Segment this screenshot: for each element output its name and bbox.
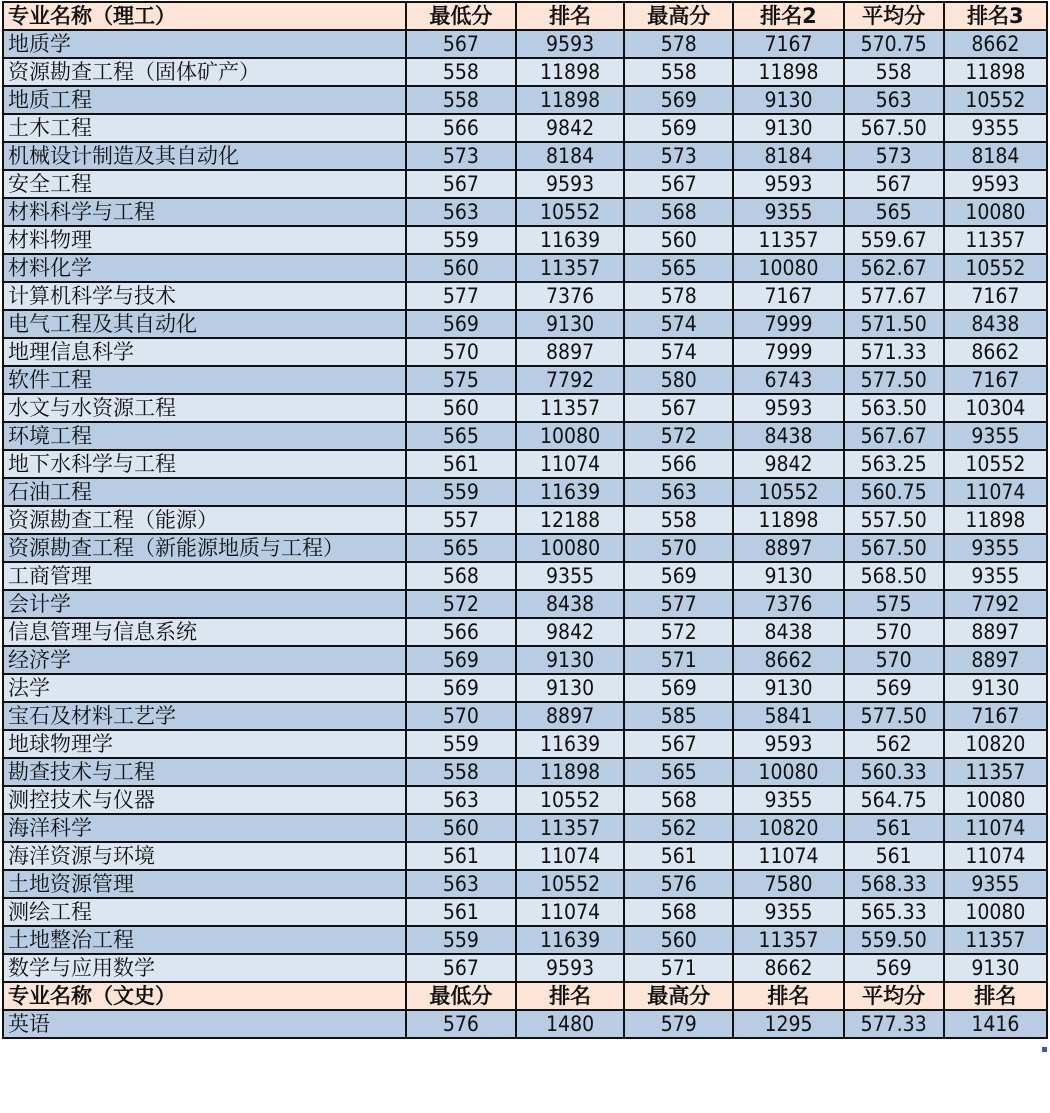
table-row [3, 702, 1047, 730]
cell-avg-score[interactable]: 575 [844, 590, 944, 618]
cell-max-rank[interactable]: 9130 [733, 562, 843, 590]
cell-avg-score[interactable]: 565.33 [844, 898, 944, 926]
cell-max-score[interactable]: 577 [624, 590, 733, 618]
column-header-max-score[interactable]: 最高分 [624, 2, 733, 30]
table-row [3, 646, 1047, 674]
cell-max-score[interactable]: 569 [624, 86, 733, 114]
table-row [3, 58, 1047, 86]
cell-max-score[interactable]: 585 [624, 702, 733, 730]
cell-max-score[interactable]: 574 [624, 338, 733, 366]
cell-major-name[interactable]: 石油工程 [3, 478, 406, 506]
table-row [3, 142, 1047, 170]
cell-avg-score[interactable]: 577.67 [844, 282, 944, 310]
cell-avg-score[interactable]: 571.50 [844, 310, 944, 338]
cell-major-name[interactable]: 环境工程 [3, 422, 406, 450]
cell-min-rank[interactable]: 11898 [516, 58, 624, 86]
cell-max-rank[interactable]: 8438 [733, 422, 843, 450]
cell-min-score[interactable]: 567 [406, 170, 516, 198]
cell-min-rank[interactable]: 12188 [516, 506, 624, 534]
table-row [3, 394, 1047, 422]
cell-max-score[interactable]: 563 [624, 478, 733, 506]
cell-avg-score[interactable]: 571.33 [844, 338, 944, 366]
table-row [3, 786, 1047, 814]
table-row [3, 814, 1047, 842]
cell-min-rank[interactable]: 10552 [516, 870, 624, 898]
cell-major-name[interactable]: 机械设计制造及其自动化 [3, 142, 406, 170]
cell-min-rank[interactable]: 10080 [516, 534, 624, 562]
cell-avg-rank[interactable]: 9355 [944, 534, 1047, 562]
cell-avg-rank[interactable]: 8662 [944, 30, 1047, 58]
cell-max-score[interactable]: 566 [624, 450, 733, 478]
cell-max-rank[interactable]: 9355 [733, 198, 843, 226]
cell-avg-rank[interactable]: 11074 [944, 478, 1047, 506]
cell-avg-score[interactable]: 557.50 [844, 506, 944, 534]
table-row [3, 506, 1047, 534]
cell-min-score[interactable]: 572 [406, 590, 516, 618]
table-row [3, 282, 1047, 310]
cell-min-rank[interactable]: 11357 [516, 394, 624, 422]
cell-min-score[interactable]: 569 [406, 674, 516, 702]
cell-min-rank[interactable]: 8438 [516, 590, 624, 618]
table-row [3, 562, 1047, 590]
cell-avg-score[interactable]: 570.75 [844, 30, 944, 58]
cell-major-name[interactable]: 土木工程 [3, 114, 406, 142]
cell-min-rank[interactable]: 11074 [516, 842, 624, 870]
cell-avg-score[interactable]: 563.25 [844, 450, 944, 478]
table-row [3, 30, 1047, 58]
cell-max-rank[interactable]: 5841 [733, 702, 843, 730]
cell-min-score[interactable]: 561 [406, 898, 516, 926]
cell-max-score[interactable]: 558 [624, 58, 733, 86]
scores-table [2, 1, 1048, 1039]
cell-major-name[interactable]: 资源勘查工程（固体矿产） [3, 58, 406, 86]
table-row [3, 86, 1047, 114]
cell-max-score[interactable]: 579 [624, 1010, 733, 1038]
cell-major-name[interactable]: 电气工程及其自动化 [3, 310, 406, 338]
cell-max-rank[interactable]: 9593 [733, 730, 843, 758]
cell-min-score[interactable]: 563 [406, 786, 516, 814]
cell-avg-rank[interactable]: 10304 [944, 394, 1047, 422]
table-row [3, 842, 1047, 870]
column-header-avg-rank[interactable]: 排名 [944, 982, 1047, 1010]
cell-max-score[interactable]: 567 [624, 394, 733, 422]
cell-max-rank[interactable]: 9593 [733, 394, 843, 422]
cell-max-rank[interactable]: 11074 [733, 842, 843, 870]
cell-avg-rank[interactable]: 9355 [944, 114, 1047, 142]
cell-min-rank[interactable]: 11639 [516, 926, 624, 954]
cell-avg-score[interactable]: 577.50 [844, 702, 944, 730]
cell-max-score[interactable]: 560 [624, 226, 733, 254]
cell-min-rank[interactable]: 10552 [516, 786, 624, 814]
cell-major-name[interactable]: 勘查技术与工程 [3, 758, 406, 786]
cell-avg-score[interactable]: 569 [844, 954, 944, 982]
table-row [3, 422, 1047, 450]
section-header-row-liberal-arts [3, 982, 1047, 1010]
column-header-min-score[interactable]: 最低分 [406, 2, 516, 30]
cell-max-rank[interactable]: 10820 [733, 814, 843, 842]
cell-min-score[interactable]: 570 [406, 702, 516, 730]
cell-min-score[interactable]: 569 [406, 310, 516, 338]
cell-min-rank[interactable]: 9842 [516, 114, 624, 142]
cell-max-rank[interactable]: 7999 [733, 310, 843, 338]
cell-avg-rank[interactable]: 11357 [944, 758, 1047, 786]
cell-min-rank[interactable]: 11074 [516, 898, 624, 926]
cell-max-rank[interactable]: 9130 [733, 114, 843, 142]
cell-avg-score[interactable]: 568.33 [844, 870, 944, 898]
cell-max-rank[interactable]: 6743 [733, 366, 843, 394]
cell-avg-rank[interactable]: 7167 [944, 282, 1047, 310]
cell-avg-score[interactable]: 565 [844, 198, 944, 226]
cell-avg-rank[interactable]: 10080 [944, 198, 1047, 226]
cell-min-score[interactable]: 566 [406, 618, 516, 646]
column-header-min-rank[interactable]: 排名 [516, 2, 624, 30]
cell-min-score[interactable]: 573 [406, 142, 516, 170]
cell-min-rank[interactable]: 8897 [516, 702, 624, 730]
column-header-max-rank[interactable]: 排名 [733, 982, 843, 1010]
cell-major-name[interactable]: 资源勘查工程（能源） [3, 506, 406, 534]
cell-avg-rank[interactable]: 8897 [944, 618, 1047, 646]
cell-avg-score[interactable]: 568.50 [844, 562, 944, 590]
cell-major-name[interactable]: 地球物理学 [3, 730, 406, 758]
table-row [3, 338, 1047, 366]
cell-avg-rank[interactable]: 7167 [944, 702, 1047, 730]
cell-min-score[interactable]: 563 [406, 870, 516, 898]
cell-avg-score[interactable]: 560.33 [844, 758, 944, 786]
cell-avg-rank[interactable]: 8897 [944, 646, 1047, 674]
cell-max-rank[interactable]: 9355 [733, 786, 843, 814]
cell-min-score[interactable]: 559 [406, 926, 516, 954]
cell-max-score[interactable]: 571 [624, 646, 733, 674]
cell-major-name[interactable]: 材料化学 [3, 254, 406, 282]
cell-min-score[interactable]: 566 [406, 114, 516, 142]
cell-avg-score[interactable]: 562.67 [844, 254, 944, 282]
cell-min-rank[interactable]: 11898 [516, 86, 624, 114]
cell-min-score[interactable]: 558 [406, 58, 516, 86]
table-row [3, 114, 1047, 142]
cell-major-name[interactable]: 工商管理 [3, 562, 406, 590]
cell-max-score[interactable]: 565 [624, 758, 733, 786]
cell-major-name[interactable]: 英语 [3, 1010, 406, 1038]
table-row [3, 618, 1047, 646]
cell-min-rank[interactable]: 9593 [516, 30, 624, 58]
cell-avg-rank[interactable]: 11074 [944, 814, 1047, 842]
cell-max-rank[interactable]: 10552 [733, 478, 843, 506]
cell-max-rank[interactable]: 9130 [733, 86, 843, 114]
cell-max-score[interactable]: 572 [624, 422, 733, 450]
cell-max-rank[interactable]: 7376 [733, 590, 843, 618]
cell-min-score[interactable]: 567 [406, 30, 516, 58]
cell-max-score[interactable]: 572 [624, 618, 733, 646]
cell-major-name[interactable]: 会计学 [3, 590, 406, 618]
cell-min-rank[interactable]: 11639 [516, 730, 624, 758]
cell-min-rank[interactable]: 9842 [516, 618, 624, 646]
cell-major-name[interactable]: 海洋科学 [3, 814, 406, 842]
cell-avg-rank[interactable]: 9130 [944, 954, 1047, 982]
cell-max-rank[interactable]: 9842 [733, 450, 843, 478]
cell-major-name[interactable]: 地理信息科学 [3, 338, 406, 366]
cell-min-score[interactable]: 570 [406, 338, 516, 366]
cell-max-score[interactable]: 568 [624, 898, 733, 926]
cell-max-score[interactable]: 574 [624, 310, 733, 338]
cell-max-rank[interactable]: 9130 [733, 674, 843, 702]
cell-avg-rank[interactable]: 9355 [944, 870, 1047, 898]
cell-major-name[interactable]: 测控技术与仪器 [3, 786, 406, 814]
cell-max-score[interactable]: 569 [624, 562, 733, 590]
cell-max-rank[interactable]: 8897 [733, 534, 843, 562]
cell-avg-score[interactable]: 558 [844, 58, 944, 86]
cell-major-name[interactable]: 海洋资源与环境 [3, 842, 406, 870]
cell-avg-rank[interactable]: 10080 [944, 898, 1047, 926]
cell-major-name[interactable]: 地质工程 [3, 86, 406, 114]
cell-min-rank[interactable]: 1480 [516, 1010, 624, 1038]
table-row [3, 674, 1047, 702]
cell-major-name[interactable]: 软件工程 [3, 366, 406, 394]
cell-max-score[interactable]: 567 [624, 730, 733, 758]
cell-avg-score[interactable]: 563.50 [844, 394, 944, 422]
cell-min-rank[interactable]: 10080 [516, 422, 624, 450]
cell-min-score[interactable]: 560 [406, 394, 516, 422]
cell-major-name[interactable]: 数学与应用数学 [3, 954, 406, 982]
cell-max-score[interactable]: 568 [624, 198, 733, 226]
cell-min-rank[interactable]: 9130 [516, 310, 624, 338]
table-row [3, 366, 1047, 394]
table-row [3, 926, 1047, 954]
cell-max-score[interactable]: 569 [624, 674, 733, 702]
cell-min-score[interactable]: 563 [406, 198, 516, 226]
table-body [3, 2, 1047, 1038]
cell-min-score[interactable]: 565 [406, 534, 516, 562]
cell-max-score[interactable]: 558 [624, 506, 733, 534]
cell-min-score[interactable]: 561 [406, 842, 516, 870]
cell-min-rank[interactable]: 9593 [516, 170, 624, 198]
cell-min-rank[interactable]: 10552 [516, 198, 624, 226]
cell-max-rank[interactable]: 8184 [733, 142, 843, 170]
cell-avg-score[interactable]: 567.50 [844, 114, 944, 142]
cell-max-rank[interactable]: 10080 [733, 254, 843, 282]
cell-major-name[interactable]: 地质学 [3, 30, 406, 58]
cell-avg-score[interactable]: 564.75 [844, 786, 944, 814]
cell-max-rank[interactable]: 11357 [733, 926, 843, 954]
cell-min-score[interactable]: 560 [406, 814, 516, 842]
cell-max-score[interactable]: 568 [624, 786, 733, 814]
cell-min-score[interactable]: 558 [406, 86, 516, 114]
cell-max-rank[interactable]: 1295 [733, 1010, 843, 1038]
table-row [3, 758, 1047, 786]
cell-min-rank[interactable]: 11357 [516, 254, 624, 282]
cell-avg-rank[interactable]: 8662 [944, 338, 1047, 366]
cell-min-score[interactable]: 576 [406, 1010, 516, 1038]
column-header-max-score[interactable]: 最高分 [624, 982, 733, 1010]
cell-min-score[interactable]: 565 [406, 422, 516, 450]
cell-avg-rank[interactable]: 11357 [944, 226, 1047, 254]
cell-avg-score[interactable]: 567.50 [844, 534, 944, 562]
cell-max-score[interactable]: 578 [624, 282, 733, 310]
cell-max-score[interactable]: 573 [624, 142, 733, 170]
cell-avg-rank[interactable]: 8184 [944, 142, 1047, 170]
cell-avg-score[interactable]: 559.50 [844, 926, 944, 954]
fill-handle[interactable] [1042, 1047, 1047, 1052]
cell-avg-score[interactable]: 570 [844, 646, 944, 674]
cell-avg-rank[interactable]: 10080 [944, 786, 1047, 814]
cell-max-score[interactable]: 567 [624, 170, 733, 198]
cell-major-name[interactable]: 土地整治工程 [3, 926, 406, 954]
cell-max-score[interactable]: 576 [624, 870, 733, 898]
cell-major-name[interactable]: 经济学 [3, 646, 406, 674]
table-row [3, 170, 1047, 198]
table-row [3, 954, 1047, 982]
cell-major-name[interactable]: 计算机科学与技术 [3, 282, 406, 310]
cell-max-score[interactable]: 571 [624, 954, 733, 982]
cell-avg-rank[interactable]: 11074 [944, 842, 1047, 870]
cell-avg-score[interactable]: 577.50 [844, 366, 944, 394]
cell-major-name[interactable]: 资源勘查工程（新能源地质与工程） [3, 534, 406, 562]
cell-max-rank[interactable]: 11357 [733, 226, 843, 254]
cell-avg-rank[interactable]: 10552 [944, 450, 1047, 478]
cell-major-name[interactable]: 测绘工程 [3, 898, 406, 926]
cell-min-score[interactable]: 559 [406, 730, 516, 758]
cell-min-rank[interactable]: 11639 [516, 478, 624, 506]
cell-min-score[interactable]: 559 [406, 226, 516, 254]
cell-max-rank[interactable]: 8662 [733, 646, 843, 674]
cell-min-score[interactable]: 569 [406, 646, 516, 674]
section-header-row-science [3, 2, 1047, 30]
cell-max-rank[interactable]: 7999 [733, 338, 843, 366]
cell-avg-score[interactable]: 573 [844, 142, 944, 170]
table-row [3, 898, 1047, 926]
column-header-avg-score[interactable]: 平均分 [844, 982, 944, 1010]
cell-avg-score[interactable]: 569 [844, 674, 944, 702]
cell-avg-rank[interactable]: 9130 [944, 674, 1047, 702]
cell-min-score[interactable]: 560 [406, 254, 516, 282]
cell-max-score[interactable]: 569 [624, 114, 733, 142]
table-row [3, 590, 1047, 618]
cell-major-name[interactable]: 宝石及材料工艺学 [3, 702, 406, 730]
cell-major-name[interactable]: 安全工程 [3, 170, 406, 198]
cell-max-rank[interactable]: 11898 [733, 506, 843, 534]
table-row [3, 254, 1047, 282]
column-header-avg-rank[interactable]: 排名3 [944, 2, 1047, 30]
column-header-major-name[interactable]: 专业名称（理工） [3, 2, 406, 30]
cell-min-score[interactable]: 557 [406, 506, 516, 534]
cell-max-score[interactable]: 562 [624, 814, 733, 842]
cell-major-name[interactable]: 土地资源管理 [3, 870, 406, 898]
cell-avg-rank[interactable]: 11898 [944, 58, 1047, 86]
cell-major-name[interactable]: 法学 [3, 674, 406, 702]
cell-avg-rank[interactable]: 1416 [944, 1010, 1047, 1038]
cell-avg-rank[interactable]: 11357 [944, 926, 1047, 954]
table-row [3, 870, 1047, 898]
cell-avg-score[interactable]: 561 [844, 842, 944, 870]
cell-min-rank[interactable]: 9130 [516, 646, 624, 674]
cell-max-rank[interactable]: 9593 [733, 170, 843, 198]
cell-avg-score[interactable]: 577.33 [844, 1010, 944, 1038]
cell-avg-rank[interactable]: 8438 [944, 310, 1047, 338]
cell-avg-score[interactable]: 567.67 [844, 422, 944, 450]
cell-major-name[interactable]: 材料科学与工程 [3, 198, 406, 226]
cell-avg-score[interactable]: 567 [844, 170, 944, 198]
cell-min-rank[interactable]: 11074 [516, 450, 624, 478]
cell-min-rank[interactable]: 9130 [516, 674, 624, 702]
cell-avg-rank[interactable]: 11898 [944, 506, 1047, 534]
cell-avg-rank[interactable]: 10820 [944, 730, 1047, 758]
cell-max-score[interactable]: 578 [624, 30, 733, 58]
cell-major-name[interactable]: 水文与水资源工程 [3, 394, 406, 422]
cell-min-rank[interactable]: 7792 [516, 366, 624, 394]
table-row [3, 1010, 1047, 1038]
cell-min-score[interactable]: 558 [406, 758, 516, 786]
cell-min-rank[interactable]: 8184 [516, 142, 624, 170]
cell-min-rank[interactable]: 11357 [516, 814, 624, 842]
cell-avg-rank[interactable]: 9355 [944, 562, 1047, 590]
cell-max-score[interactable]: 565 [624, 254, 733, 282]
cell-avg-rank[interactable]: 9355 [944, 422, 1047, 450]
cell-major-name[interactable]: 地下水科学与工程 [3, 450, 406, 478]
cell-avg-rank[interactable]: 7792 [944, 590, 1047, 618]
cell-max-rank[interactable]: 7167 [733, 30, 843, 58]
cell-min-score[interactable]: 567 [406, 954, 516, 982]
cell-avg-rank[interactable]: 10552 [944, 86, 1047, 114]
cell-max-rank[interactable]: 11898 [733, 58, 843, 86]
table-row [3, 198, 1047, 226]
table-row [3, 730, 1047, 758]
cell-min-score[interactable]: 561 [406, 450, 516, 478]
table-row [3, 310, 1047, 338]
cell-min-score[interactable]: 577 [406, 282, 516, 310]
cell-avg-score[interactable]: 559.67 [844, 226, 944, 254]
cell-avg-score[interactable]: 560.75 [844, 478, 944, 506]
column-header-major-name[interactable]: 专业名称（文史） [3, 982, 406, 1010]
cell-min-rank[interactable]: 9355 [516, 562, 624, 590]
cell-avg-rank[interactable]: 7167 [944, 366, 1047, 394]
cell-avg-score[interactable]: 570 [844, 618, 944, 646]
cell-avg-score[interactable]: 563 [844, 86, 944, 114]
cell-max-rank[interactable]: 9355 [733, 898, 843, 926]
cell-min-rank[interactable]: 11639 [516, 226, 624, 254]
cell-max-rank[interactable]: 7580 [733, 870, 843, 898]
cell-min-score[interactable]: 559 [406, 478, 516, 506]
cell-max-rank[interactable]: 8662 [733, 954, 843, 982]
cell-min-rank[interactable]: 9593 [516, 954, 624, 982]
cell-max-rank[interactable]: 8438 [733, 618, 843, 646]
cell-major-name[interactable]: 信息管理与信息系统 [3, 618, 406, 646]
cell-min-rank[interactable]: 8897 [516, 338, 624, 366]
cell-max-score[interactable]: 580 [624, 366, 733, 394]
cell-major-name[interactable]: 材料物理 [3, 226, 406, 254]
cell-min-score[interactable]: 575 [406, 366, 516, 394]
cell-min-rank[interactable]: 11898 [516, 758, 624, 786]
cell-max-score[interactable]: 560 [624, 926, 733, 954]
column-header-max-rank[interactable]: 排名2 [733, 2, 843, 30]
cell-max-score[interactable]: 570 [624, 534, 733, 562]
table-row [3, 226, 1047, 254]
cell-max-rank[interactable]: 7167 [733, 282, 843, 310]
cell-min-rank[interactable]: 7376 [516, 282, 624, 310]
table-row [3, 478, 1047, 506]
cell-avg-rank[interactable]: 9593 [944, 170, 1047, 198]
cell-avg-score[interactable]: 562 [844, 730, 944, 758]
cell-max-rank[interactable]: 10080 [733, 758, 843, 786]
cell-max-score[interactable]: 561 [624, 842, 733, 870]
cell-avg-rank[interactable]: 10552 [944, 254, 1047, 282]
table-row [3, 450, 1047, 478]
column-header-min-rank[interactable]: 排名 [516, 982, 624, 1010]
column-header-avg-score[interactable]: 平均分 [844, 2, 944, 30]
table-row [3, 534, 1047, 562]
cell-min-score[interactable]: 568 [406, 562, 516, 590]
column-header-min-score[interactable]: 最低分 [406, 982, 516, 1010]
cell-avg-score[interactable]: 561 [844, 814, 944, 842]
